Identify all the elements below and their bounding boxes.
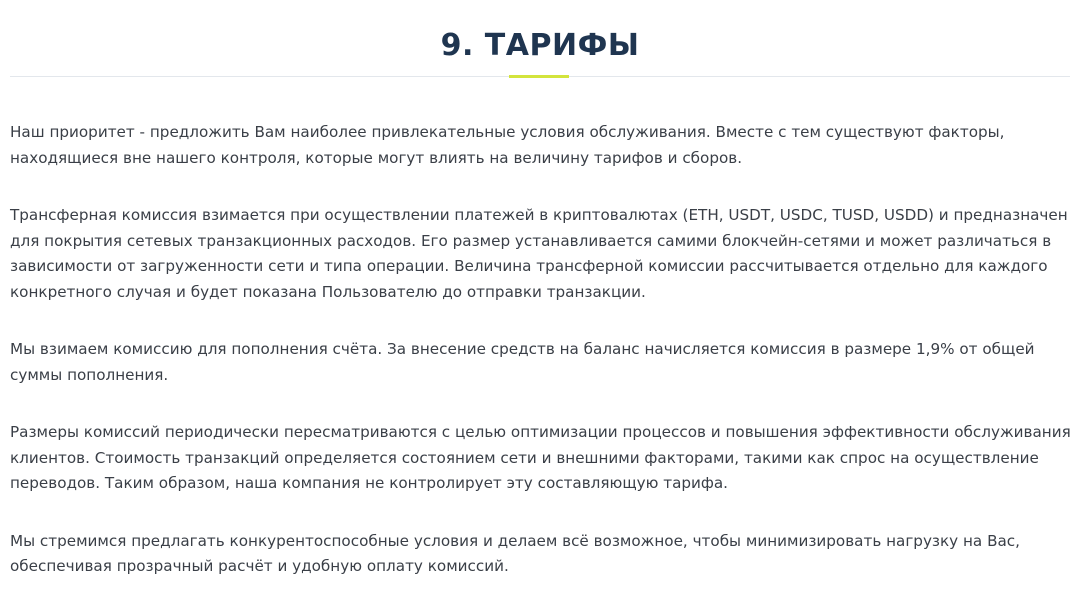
section-content [10,120,1072,607]
section-header [10,0,1070,78]
paragraph-commitment: Мы стремимся предлагать конкурентоспособные условия и делаем всё возможное, чтобы минимизировать нагрузку на Вас, обеспечивая прозрачный расчёт и удобную оплату комиссий. [10,531,1020,575]
title-accent-bar [509,75,569,78]
section-title: 9. ТАРИФЫ [440,28,640,63]
paragraph-transfer-fee: Трансферная комиссия взимается при осуществлении платежей в криптовалютах (ETH, USDT, USDC, TUSD, USDD) и предназначен для покрытия сетевых транзакционных расходов. Его размер устанавливается самими блокчейн-сетями и может различаться в зависимости от загруженности сети и типа операции. Величина трансферной комиссии рассчитывается отдельно для каждого конкретного случая и будет показана Пользователю до отправки транзакции. [10,206,1068,301]
paragraph-priority: Наш приоритет - предложить Вам наиболее привлекательные условия обслуживания. Вместе с тем существуют факторы, находящиеся вне нашего контроля, которые могут влиять на величину тарифов и сборов. [10,123,1005,167]
paragraph-fee-review: Размеры комиссий периодически пересматриваются с целью оптимизации процессов и повышения эффективности обслуживания клиентов. Стоимость транзакций определяется состоянием сети и внешними факторами, такими как спрос на осуществление переводов. Таким образом, наша компания не контролирует эту составляющую тарифа. [10,423,1071,492]
paragraph-deposit-fee: Мы взимаем комиссию для пополнения счёта. За внесение средств на баланс начисляется комиссия в размере 1,9% от общей суммы пополнения. [10,340,1035,384]
